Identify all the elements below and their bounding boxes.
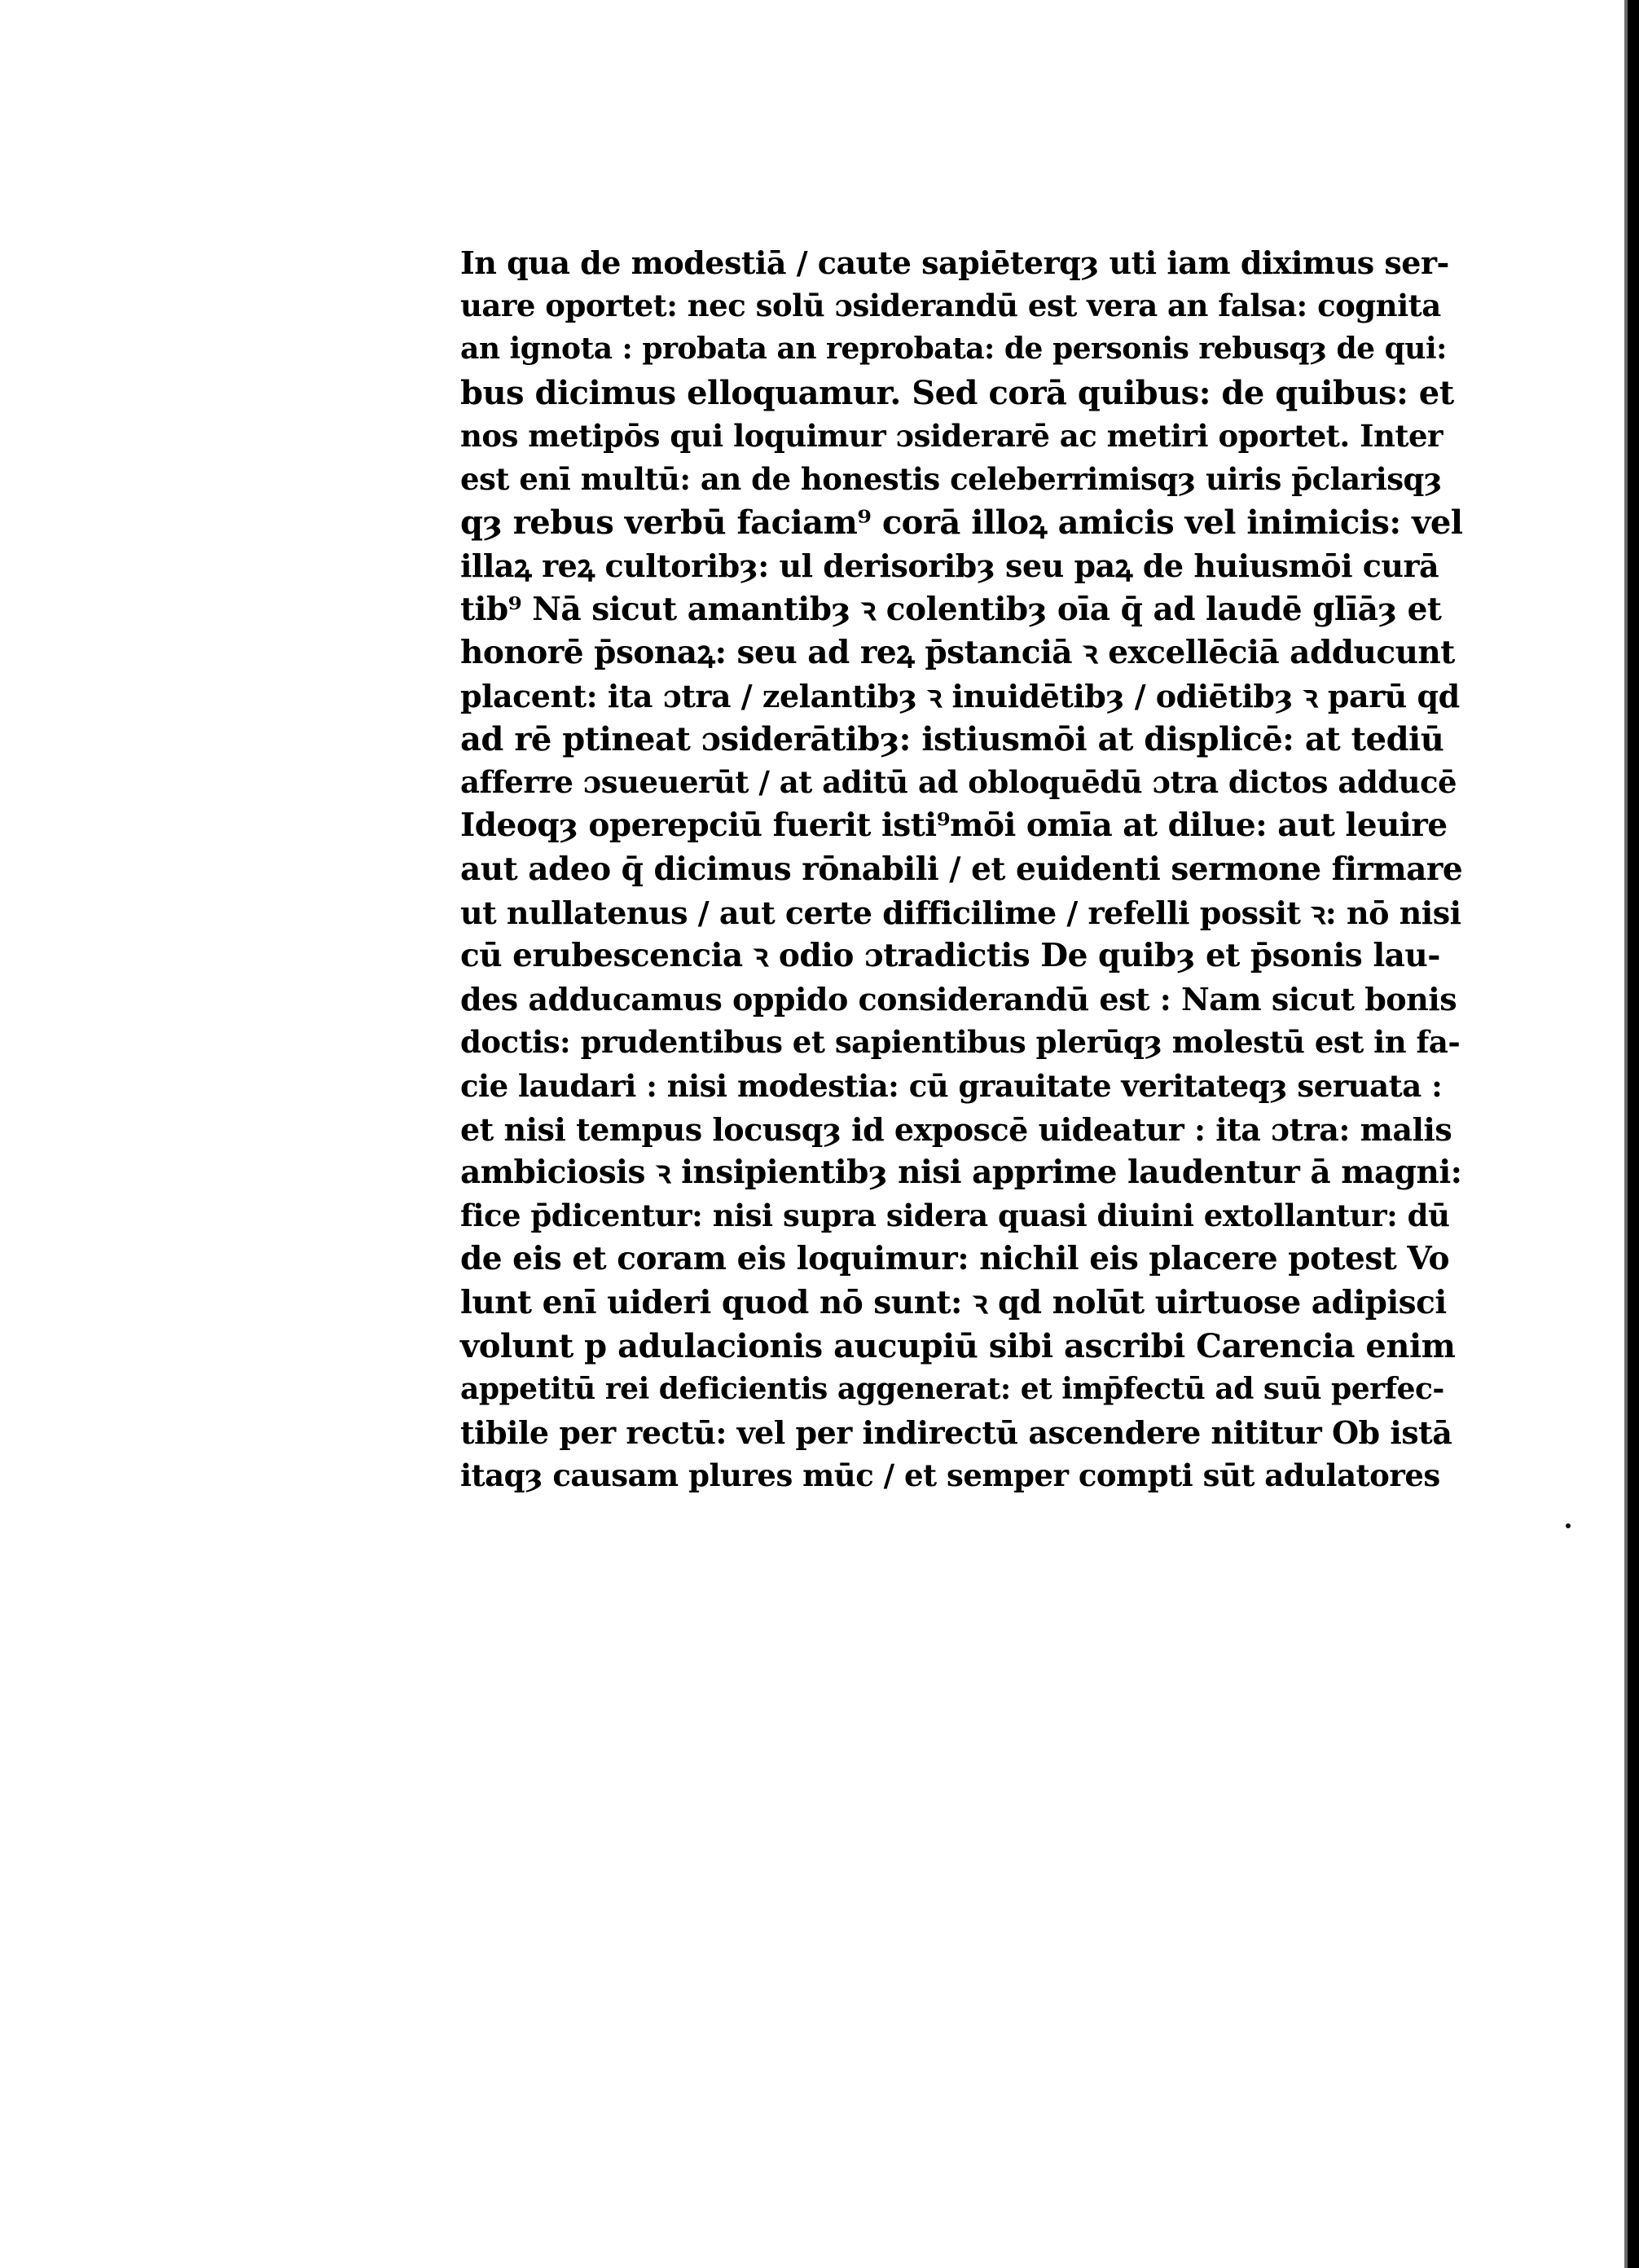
text-line: ut nullatenus / aut certe difficilime / refelli possit ꝛ: nō nisi xyxy=(460,894,1461,931)
text-column xyxy=(460,241,1462,1497)
text-line: aut adeo q̄ dicimus rōnabili / et euidenti sermone firmare xyxy=(460,850,1463,888)
text-line: Ideoqȝ operepciū fuerit isti⁹mōi omīa at dilue: aut leuire xyxy=(460,807,1448,845)
text-line: et nisi tempus locusqȝ id exposcē uideatur : ita ɔtra: malis xyxy=(460,1110,1452,1148)
text-line: de eis et coram eis loquimur: nichil eis placere potest Vo xyxy=(460,1240,1450,1278)
text-line: placent: ita ɔtra / zelantibȝ ꝛ inuidētibȝ / odiētibȝ ꝛ parū qd xyxy=(460,677,1460,714)
ink-speck xyxy=(1566,1523,1571,1528)
text-line: tibile per rectū: vel per indirectū ascendere nititur Ob istā xyxy=(460,1414,1452,1452)
text-line: qȝ rebus verbū faciam⁹ corā illoꝝ amicis vel inimicis: vel xyxy=(460,503,1463,543)
text-line: illaꝝ reꝝ cultoribȝ: ul derisoribȝ seu paꝝ de huiusmōi curā xyxy=(460,547,1439,585)
text-line: honorē p̄sonaꝝ: seu ad reꝝ p̄stanciā ꝛ excellēciā adducunt xyxy=(460,633,1455,671)
text-line: volunt p adulacionis aucupiū sibi ascribi Carencia enim xyxy=(460,1326,1456,1365)
text-line: des adducamus oppido considerandū est : Nam sicut bonis xyxy=(460,981,1457,1018)
text-line: itaqȝ causam plures mūc / et semper compti sūt adulatores xyxy=(460,1457,1440,1494)
text-line: In qua de modestiā / caute sapiēterqȝ uti iam diximus ser- xyxy=(460,244,1449,281)
text-line: cū erubescencia ꝛ odio ɔtradictis De quibȝ et p̄sonis lau- xyxy=(460,937,1440,974)
text-line: doctis: prudentibus et sapientibus plerūqȝ molestū est in fa- xyxy=(460,1024,1461,1061)
text-line: nos metipōs qui loquimur ɔsiderarē ac metiri oportet. Inter xyxy=(460,417,1443,454)
text-line: ad rē ptineat ɔsiderātibȝ: istiusmōi at displicē: at tediū xyxy=(460,720,1444,759)
text-line: ambiciosis ꝛ insipientibȝ nisi apprime laudentur ā magni: xyxy=(460,1153,1462,1191)
text-line: est enī multū: an de honestis celeberrimisqȝ uiris p̄clarisqȝ xyxy=(460,460,1442,497)
text-line: bus dicimus elloquamur. Sed corā quibus: de quibus: et xyxy=(460,373,1454,412)
text-line: an ignota : probata an reprobata: de personis rebusqȝ de qui: xyxy=(460,332,1447,367)
text-line: uare oportet: nec solū ɔsiderandū est vera an falsa: cognita xyxy=(460,288,1441,324)
scan-edge xyxy=(1628,0,1639,2268)
text-line: afferre ɔsueuerūt / at aditū ad obloquēdū ɔtra dictos adducē xyxy=(460,764,1457,801)
text-line: fice p̄dicentur: nisi supra sidera quasi diuini extollantur: dū xyxy=(460,1198,1450,1234)
text-line: cie laudari : nisi modestia: cū grauitate veritateqȝ seruata : xyxy=(460,1067,1443,1104)
text-line: lunt enī uideri quod nō sunt: ꝛ qd nolūt uirtuose adipisci xyxy=(460,1283,1447,1321)
text-line: tib⁹ Nā sicut amantibȝ ꝛ colentibȝ oīa q̄ ad laudē glīāȝ et xyxy=(460,590,1442,628)
text-line: appetitū rei deficientis aggenerat: et imp̄fectū ad suū perfec- xyxy=(460,1371,1444,1406)
